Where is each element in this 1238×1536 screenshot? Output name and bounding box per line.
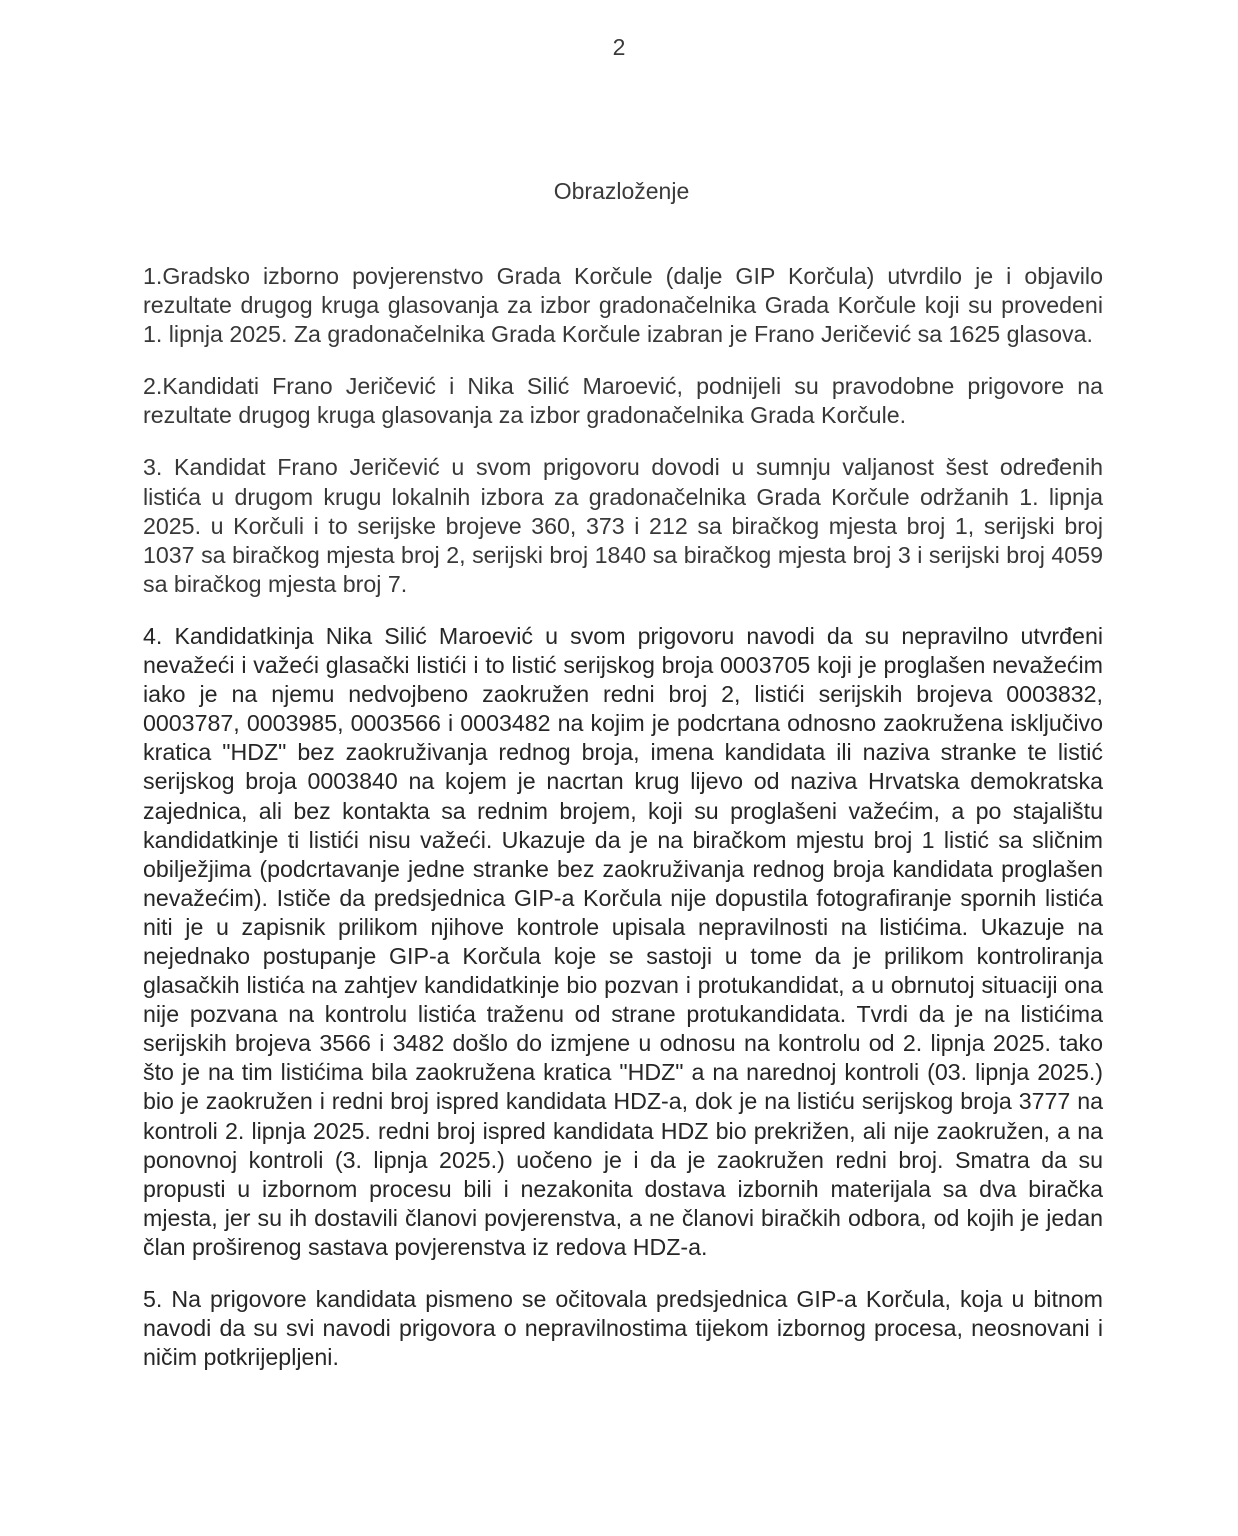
paragraph-3: 3. Kandidat Frano Jeričević u svom prigovoru dovodi u sumnju valjanost šest određenih listića u drugom krugu lokalnih izbora za gradonačelnika Grada Korčule održanih 1. lipnja 2025. u Korčuli i to serijske brojeve 360, 373 i 212 sa biračkog mjesta broj 1, serijski broj 1037 sa biračkog mjesta broj 2, serijski broj 1840 sa biračkog mjesta broj 3 i serijski broj 4059 sa biračkog mjesta broj 7. xyxy=(143,454,1103,597)
document-body xyxy=(143,262,1103,1395)
paragraph-2: 2.Kandidati Frano Jeričević i Nika Silić Maroević, podnijeli su pravodobne prigovore na rezultate drugog kruga glasovanja za izbor gradonačelnika Grada Korčule. xyxy=(143,373,1103,429)
section-title: Obrazloženje xyxy=(553,178,690,204)
page-number: 2 xyxy=(612,34,626,60)
paragraph-5: 5. Na prigovore kandidata pismeno se očitovala predsjednica GIP-a Korčula, koja u bitnom navodi da su svi navodi prigovora o nepravilnostima tijekom izbornog procesa, neosnovani i ničim potkrijepljeni. xyxy=(143,1286,1103,1371)
paragraph-1: 1.Gradsko izborno povjerenstvo Grada Korčule (dalje GIP Korčula) utvrdilo je i objavilo rezultate drugog kruga glasovanja za izbor gradonačelnika Grada Korčule koji su provedeni 1. lipnja 2025. Za gradonačelnika Grada Korčule izabran je Frano Jeričević sa 1625 glasova. xyxy=(143,263,1103,348)
paragraph-4: 4. Kandidatkinja Nika Silić Maroević u svom prigovoru navodi da su nepravilno utvrđeni nevažeći i važeći glasački listići i to listić serijskog broja 0003705 koji je proglašen nevažećim iako je na njemu nedvojbeno zaokružen redni broj 2, listići serijskih brojeva 0003832, 0003787, 0003985, 0003566 i 0003482 na kojim je podcrtana odnosno zaokružena isključivo kratica "HDZ" bez zaokruživanja rednog broja, imena kandidata ili naziva stranke te listić serijskog broja 0003840 na kojem je nacrtan krug lijevo od naziva Hrvatska demokratska zajednica, ali bez kontakta sa rednim brojem, koji su proglašeni važećim, a po stajalištu kandidatkinje ti listići nisu važeći. Ukazuje da je na biračkom mjestu broj 1 listić sa sličnim obilježjima (podcrtavanje jedne stranke bez zaokruživanja rednog broja kandidata proglašen nevažećim). Ističe da predsjednica GIP-a Korčula nije dopustila fotografiranje spornih listića niti je u zapisnik prilikom njihove kontrole upisala nepravilnosti na listićima. Ukazuje na nejednako postupanje GIP-a Korčula koje se sastoji u tome da je prilikom kontroliranja glasačkih listića na zahtjev kandidatkinje bio pozvan i protukandidat, a u obrnutoj situaciji ona nije pozvana na kontrolu listića traženu od strane protukandidata. Tvrdi da je na listićima serijskih brojeva 3566 i 3482 došlo do izmjene u odnosu na kontrolu od 2. lipnja 2025. tako što je na tim listićima bila zaokružena kratica "HDZ" a na narednoj kontroli (03. lipnja 2025.) bio je zaokružen i redni broj ispred kandidata HDZ-a, dok je na listiću serijskog broja 3777 na kontroli 2. lipnja 2025. redni broj ispred kandidata HDZ bio prekrižen, ali nije zaokružen, a na ponovnoj kontroli (3. lipnja 2025.) uočeno je i da je zaokružen redni broj. Smatra da su propusti u izbornom procesu bili i nezakonita dostava izbornih materijala sa dva biračka mjesta, jer su ih dostavili članovi povjerenstva, a ne članovi biračkih odbora, od kojih je jedan član proširenog sastava povjerenstva iz redova HDZ-a. xyxy=(143,622,1103,1260)
